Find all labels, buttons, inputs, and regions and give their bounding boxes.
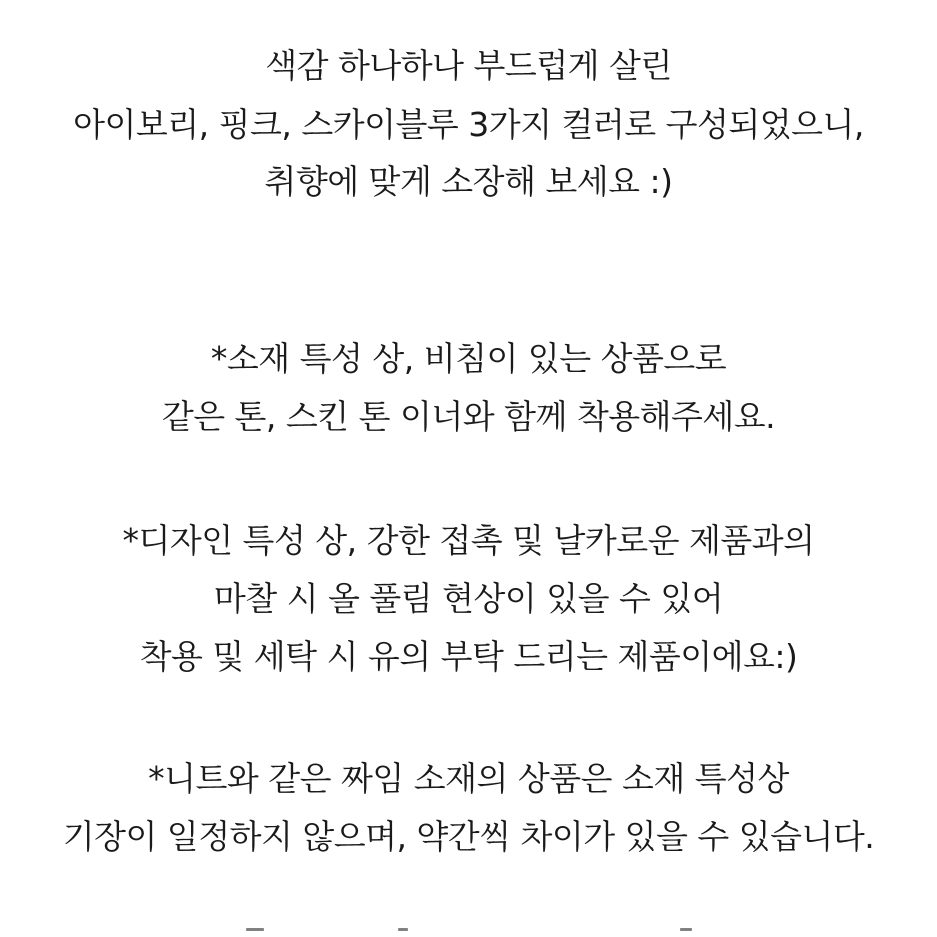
color-intro-line-2: 아이보리, 핑크, 스카이블루 3가지 컬러로 구성되었으니, — [73, 105, 864, 144]
cut-off-text-fragment — [0, 928, 937, 937]
design-notice-line-2: 마찰 시 올 풀림 현상이 있을 수 있어 — [213, 579, 724, 618]
material-notice-line-1: *소재 특성 상, 비침이 있는 상품으로 — [210, 339, 727, 378]
design-notice-line-1: *디자인 특성 상, 강한 접촉 및 날카로운 제품과의 — [122, 521, 815, 560]
knit-notice-line-2: 기장이 일정하지 않으며, 약간씩 차이가 있을 수 있습니다. — [62, 817, 875, 856]
design-notice-line-3: 착용 및 세탁 시 유의 부탁 드리는 제품이에요:) — [139, 637, 798, 676]
knit-notice-line-1: *니트와 같은 짜임 소재의 상품은 소재 특성상 — [148, 759, 789, 798]
material-notice-line-2: 같은 톤, 스킨 톤 이너와 함께 착용해주세요. — [161, 397, 776, 436]
color-intro-line-1: 색감 하나하나 부드럽게 살린 — [265, 46, 672, 85]
color-intro-line-3: 취향에 맞게 소장해 보세요 :) — [264, 162, 673, 201]
